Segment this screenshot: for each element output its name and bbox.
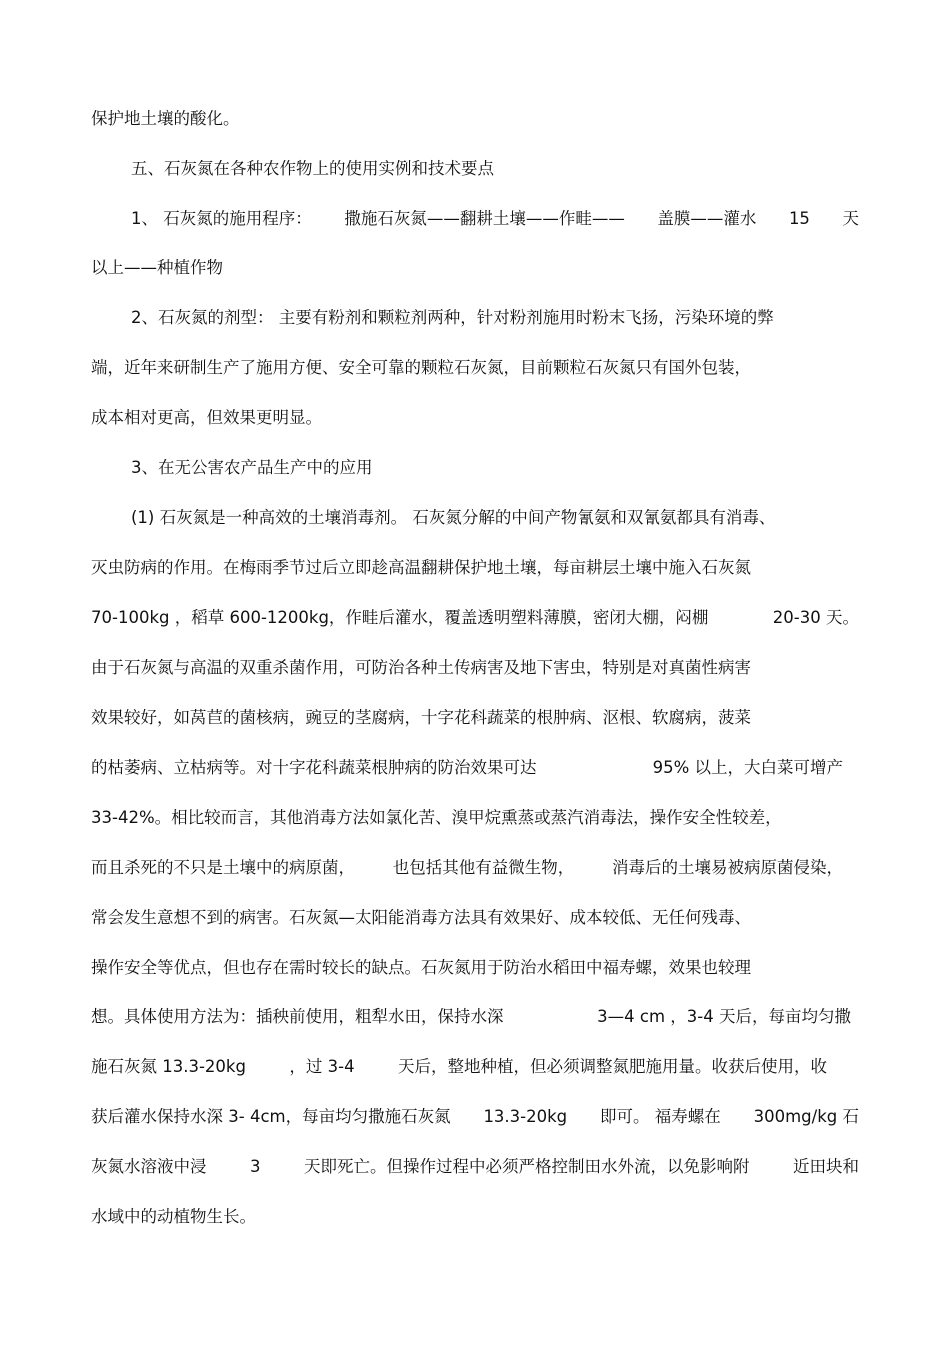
text-line: 成本相对更高，但效果更明显。 <box>91 408 322 427</box>
text-line: 灰氮水溶液中浸 3 天即死亡。但操作过程中必须严格控制田水外流，以免影响附 近田块和 <box>91 1157 859 1176</box>
text-line: 70-100kg ，稻草 600-1200kg，作畦后灌水，覆盖透明塑料薄膜，密闭大棚，闷棚 20-30 天。 <box>91 608 859 627</box>
text-line: 施石灰氮 13.3-20kg ，过 3-4 天后，整地种植，但必须调整氮肥施用量。收获后使用，收 <box>91 1057 827 1076</box>
text-line: 常会发生意想不到的病害。石灰氮—太阳能消毒方法具有效果好、成本较低、无任何残毒、 <box>91 908 751 927</box>
text-line: 以上——种植作物 <box>91 258 223 277</box>
text-line: 灭虫防病的作用。在梅雨季节过后立即趁高温翻耕保护地土壤，每亩耕层土壤中施入石灰氮 <box>91 558 751 577</box>
text-line: 2、石灰氮的剂型： 主要有粉剂和颗粒剂两种，针对粉剂施用时粉末飞扬，污染环境的弊 <box>131 308 774 327</box>
section-heading: 3、在无公害农产品生产中的应用 <box>131 458 373 477</box>
text-line: 由于石灰氮与高温的双重杀菌作用，可防治各种土传病害及地下害虫，特别是对真菌性病害 <box>91 658 751 677</box>
text-line: (1) 石灰氮是一种高效的土壤消毒剂。 石灰氮分解的中间产物氰氨和双氰氨都具有消毒、 <box>131 508 776 527</box>
text-line: 想。具体使用方法为：插秧前使用，粗犁水田，保持水深 3—4 cm ，3-4 天后，每亩均匀撒 <box>91 1007 851 1026</box>
text-line: 端，近年来研制生产了施用方便、安全可靠的颗粒石灰氮，目前颗粒石灰氮只有国外包装， <box>91 358 751 377</box>
text-line: 操作安全等优点，但也存在需时较长的缺点。石灰氮用于防治水稻田中福寿螺，效果也较理 <box>91 958 751 977</box>
text-line: 的枯萎病、立枯病等。对十字花科蔬菜根肿病的防治效果可达 95% 以上，大白菜可增产 <box>91 758 843 777</box>
text-line: 33-42%。相比较而言，其他消毒方法如氯化苦、溴甲烷熏蒸或蒸汽消毒法，操作安全性较差， <box>91 808 782 827</box>
text-line: 1、 石灰氮的施用程序： 撒施石灰氮——翻耕土壤——作畦—— 盖膜——灌水 15 天 <box>131 209 859 228</box>
text-line: 效果较好，如莴苣的菌核病，豌豆的茎腐病，十字花科蔬菜的根肿病、沤根、软腐病，菠菜 <box>91 708 751 727</box>
text-line: 保护地土壤的酸化。 <box>91 109 240 128</box>
text-line: 获后灌水保持水深 3- 4cm，每亩均匀撒施石灰氮 13.3-20kg 即可。 福寿螺在 300mg/kg 石 <box>91 1107 859 1126</box>
text-line: 而且杀死的不只是土壤中的病原菌， 也包括其他有益微生物， 消毒后的土壤易被病原菌侵染， <box>91 858 843 877</box>
text-line: 水域中的动植物生长。 <box>91 1207 256 1226</box>
section-heading: 五、石灰氮在各种农作物上的使用实例和技术要点 <box>131 159 494 178</box>
